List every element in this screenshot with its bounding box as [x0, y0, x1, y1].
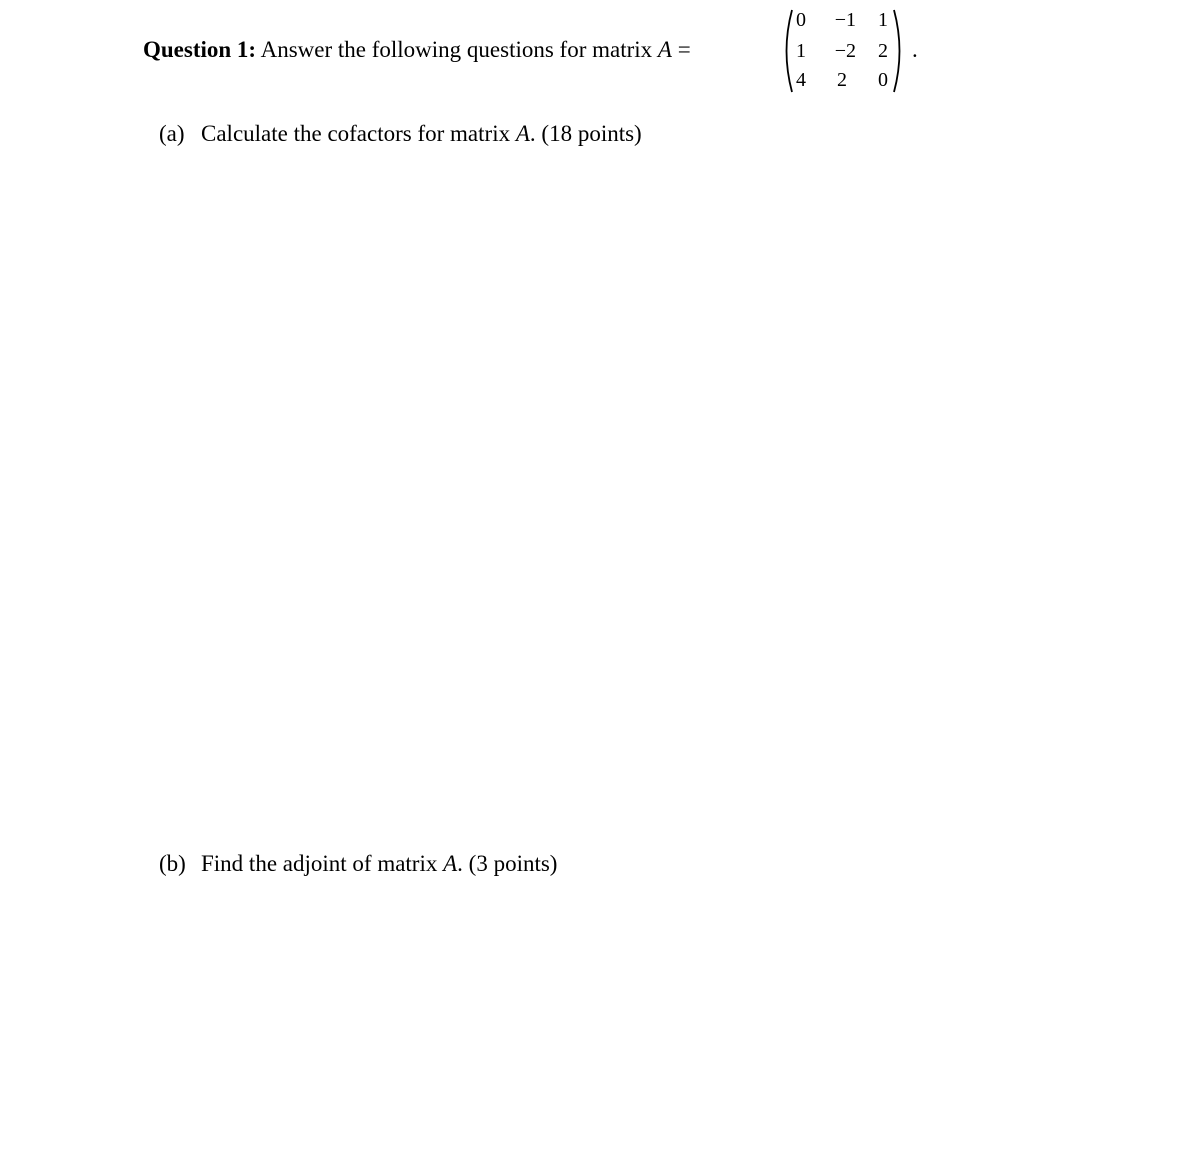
question-text: Answer the following questions for matrix — [260, 37, 653, 62]
question-trailing-period: . — [912, 37, 918, 62]
matrix-cell-r1c3: 1 — [878, 9, 888, 31]
part-b-points: . (3 points) — [457, 851, 558, 876]
question-heading — [143, 36, 691, 64]
part-a-text: Calculate the cofactors for matrix — [201, 121, 511, 146]
part-a-variable: A — [515, 121, 530, 146]
matrix-cell-r2c3: 2 — [878, 40, 888, 62]
part-b-variable: A — [443, 851, 458, 876]
matrix-cell-r2c2: −2 — [834, 40, 856, 62]
matrix-cell-r1c2: −1 — [834, 9, 856, 31]
matrix-a — [781, 7, 905, 95]
part-a-points: . (18 points) — [529, 121, 642, 146]
part-b-text: Find the adjoint of matrix — [201, 851, 438, 876]
part-b — [159, 850, 557, 878]
question-label: Question 1: — [143, 37, 257, 62]
question-variable: A — [657, 37, 672, 62]
matrix-cell-r3c1: 4 — [796, 69, 806, 91]
question-equals: = — [677, 37, 691, 62]
matrix-cell-r3c3: 0 — [878, 69, 888, 91]
matrix-cell-r1c1: 0 — [796, 9, 806, 31]
part-a — [159, 120, 642, 148]
matrix-cell-r3c2: 2 — [837, 69, 847, 91]
part-a-label: (a) — [159, 121, 185, 146]
part-b-label: (b) — [159, 851, 186, 876]
matrix-cell-r2c1: 1 — [796, 40, 806, 62]
